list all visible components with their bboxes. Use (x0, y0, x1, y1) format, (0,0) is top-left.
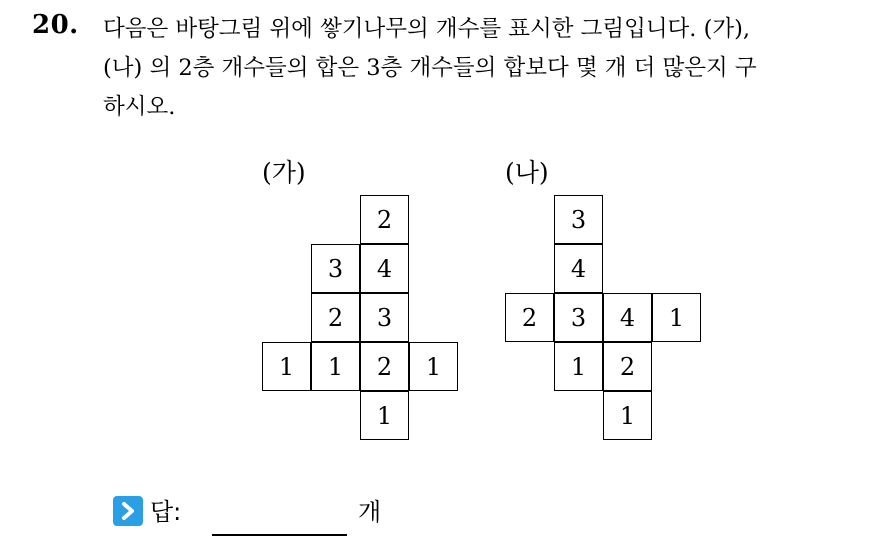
grid-cell: 3 (554, 195, 603, 244)
grid-cell: 2 (505, 293, 554, 342)
answer-label: 답: (150, 498, 182, 526)
figure-na-label: (나) (505, 158, 549, 187)
answer-icon (113, 496, 143, 526)
answer-unit: 개 (358, 498, 382, 526)
grid-cell: 1 (554, 342, 603, 391)
grid-cell: 4 (603, 293, 652, 342)
grid-cell: 4 (554, 244, 603, 293)
grid-cell: 4 (360, 244, 409, 293)
grid-cell: 2 (603, 342, 652, 391)
question-text (103, 10, 871, 127)
question-line: 다음은 바탕그림 위에 쌓기나무의 개수를 표시한 그림입니다. (가), (103, 16, 751, 42)
grid-cell: 1 (603, 391, 652, 440)
grid-cell: 3 (554, 293, 603, 342)
grid-cell: 1 (262, 342, 311, 391)
figure-ga-label: (가) (262, 158, 306, 187)
question-line: (나) 의 2층 개수들의 합은 3층 개수들의 합보다 몇 개 더 많은지 구 (103, 55, 757, 81)
grid-cell: 2 (360, 342, 409, 391)
question-number: 20. (32, 10, 79, 40)
grid-cell: 2 (311, 293, 360, 342)
question-line: 하시오. (103, 94, 176, 120)
grid-cell: 1 (652, 293, 701, 342)
grid-cell: 1 (409, 342, 458, 391)
grid-cell: 3 (311, 244, 360, 293)
grid-cell: 1 (311, 342, 360, 391)
grid-cell: 3 (360, 293, 409, 342)
grid-cell: 2 (360, 195, 409, 244)
grid-cell: 1 (360, 391, 409, 440)
